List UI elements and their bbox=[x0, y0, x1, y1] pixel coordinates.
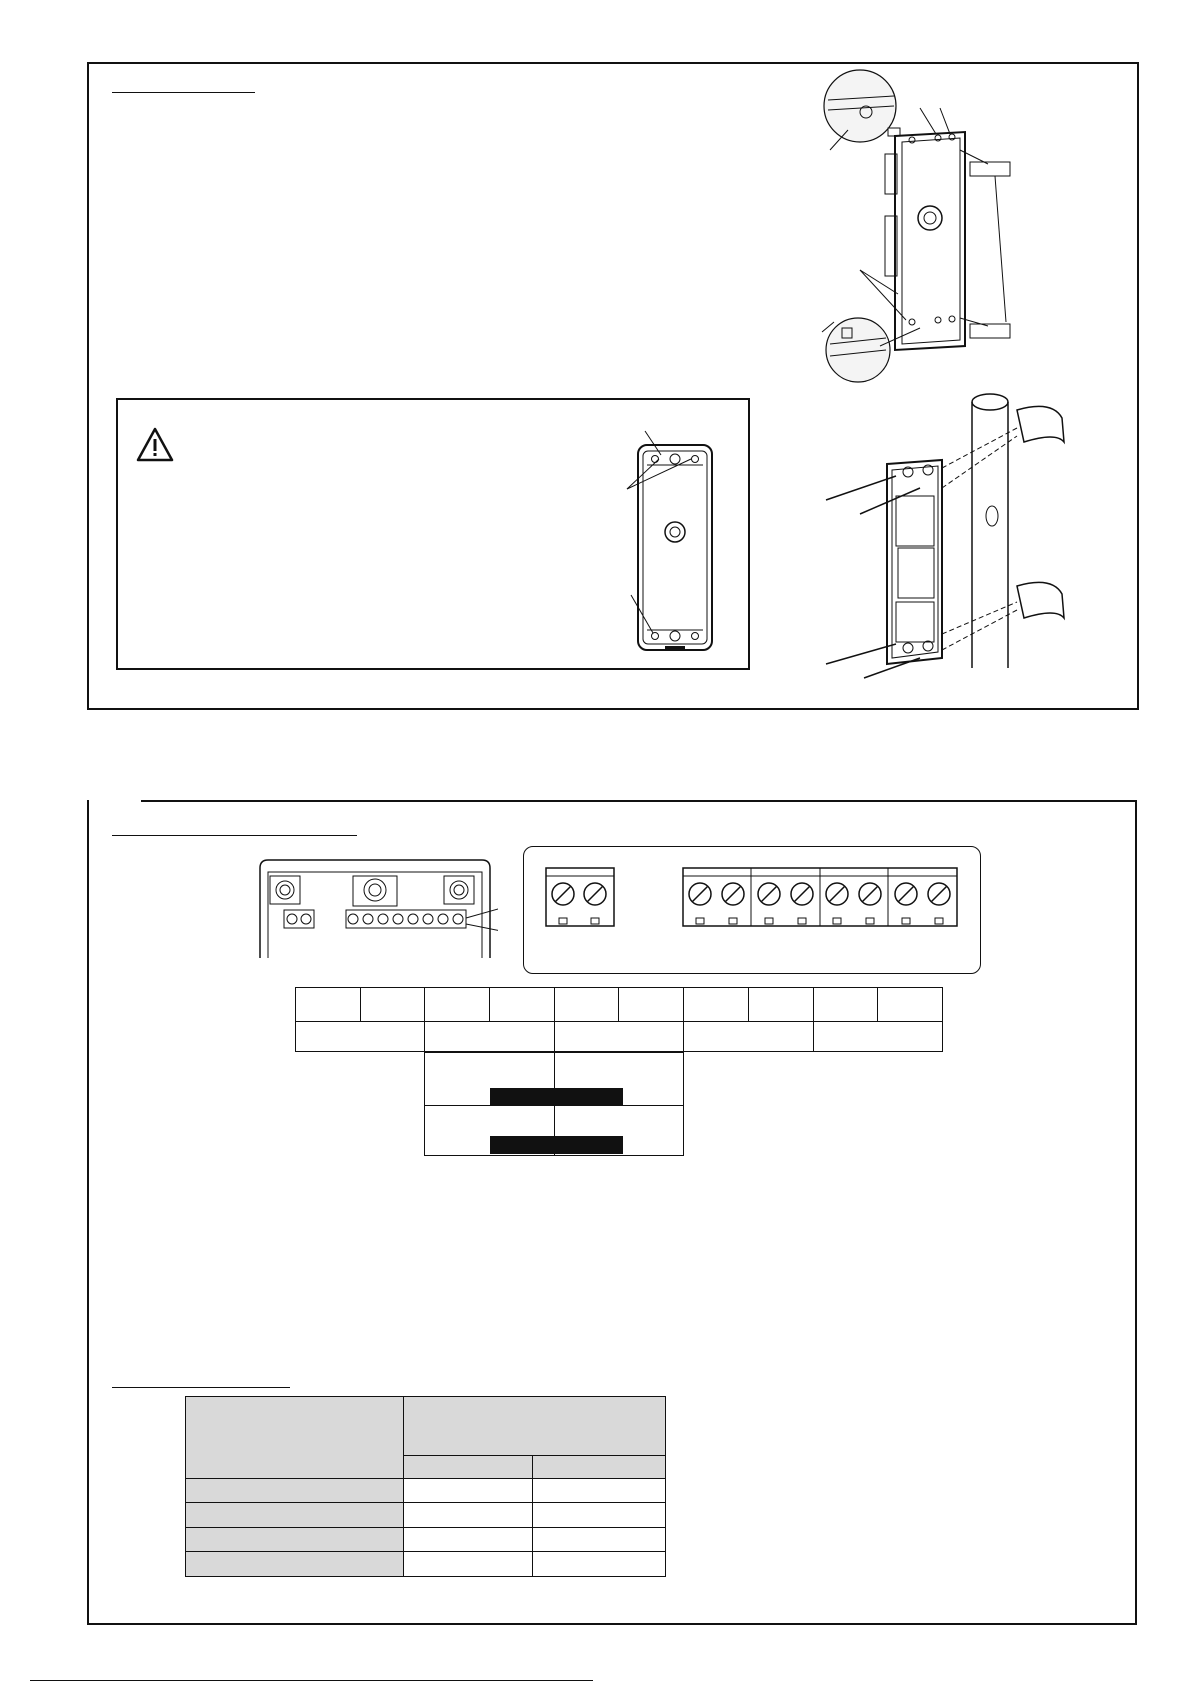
terminal-cell bbox=[554, 988, 619, 1022]
terminal-block-enlarged bbox=[545, 866, 965, 936]
terminal-group-cell bbox=[813, 1022, 943, 1052]
table-row bbox=[186, 1527, 666, 1552]
terminal-cell bbox=[878, 988, 943, 1022]
cable-section-heading-underline bbox=[112, 1387, 290, 1388]
relay-highlight-bar bbox=[490, 1088, 623, 1106]
warning-triangle-icon bbox=[136, 426, 174, 464]
terminal-group-cell bbox=[554, 1022, 683, 1052]
terminal-group-cell bbox=[296, 1022, 425, 1052]
terminal-cell bbox=[360, 988, 425, 1022]
terminal-cell bbox=[296, 988, 361, 1022]
cable-table-header-cell bbox=[404, 1397, 666, 1456]
mounting-section-heading-underline bbox=[112, 92, 255, 93]
terminal-screw-icon bbox=[552, 883, 606, 905]
pole-mount-exploded-view-illustration bbox=[812, 388, 1082, 688]
terminal-housing-illustration bbox=[258, 858, 498, 958]
bracket-attach-detail-illustration bbox=[820, 66, 1030, 386]
terminal-number-row bbox=[296, 988, 943, 1022]
terminal-assignment-table bbox=[295, 987, 943, 1052]
table-row bbox=[186, 1478, 666, 1503]
terminal-cell bbox=[748, 988, 813, 1022]
terminal-cell bbox=[619, 988, 684, 1022]
terminal-cell bbox=[490, 988, 555, 1022]
table-row bbox=[186, 1503, 666, 1528]
cable-table-header-cell bbox=[186, 1397, 404, 1479]
cable-length-table bbox=[185, 1396, 666, 1577]
cable-table-subheader-cell bbox=[404, 1456, 533, 1479]
relay-highlight-bar bbox=[490, 1136, 623, 1154]
terminal-cell bbox=[684, 988, 749, 1022]
terminal-group-cell bbox=[425, 1022, 554, 1052]
cable-table-subheader-cell bbox=[533, 1456, 666, 1479]
terminal-group-cell bbox=[684, 1022, 813, 1052]
terminal-cell bbox=[425, 988, 490, 1022]
terminal-cell bbox=[813, 988, 878, 1022]
table-row bbox=[186, 1552, 666, 1577]
footer-rule bbox=[30, 1680, 593, 1681]
terminal-section-heading-underline bbox=[112, 835, 357, 836]
back-plate-screw-positions-illustration bbox=[625, 425, 725, 655]
terminal-group-row bbox=[296, 1022, 943, 1052]
section-tab-notch bbox=[89, 792, 141, 802]
